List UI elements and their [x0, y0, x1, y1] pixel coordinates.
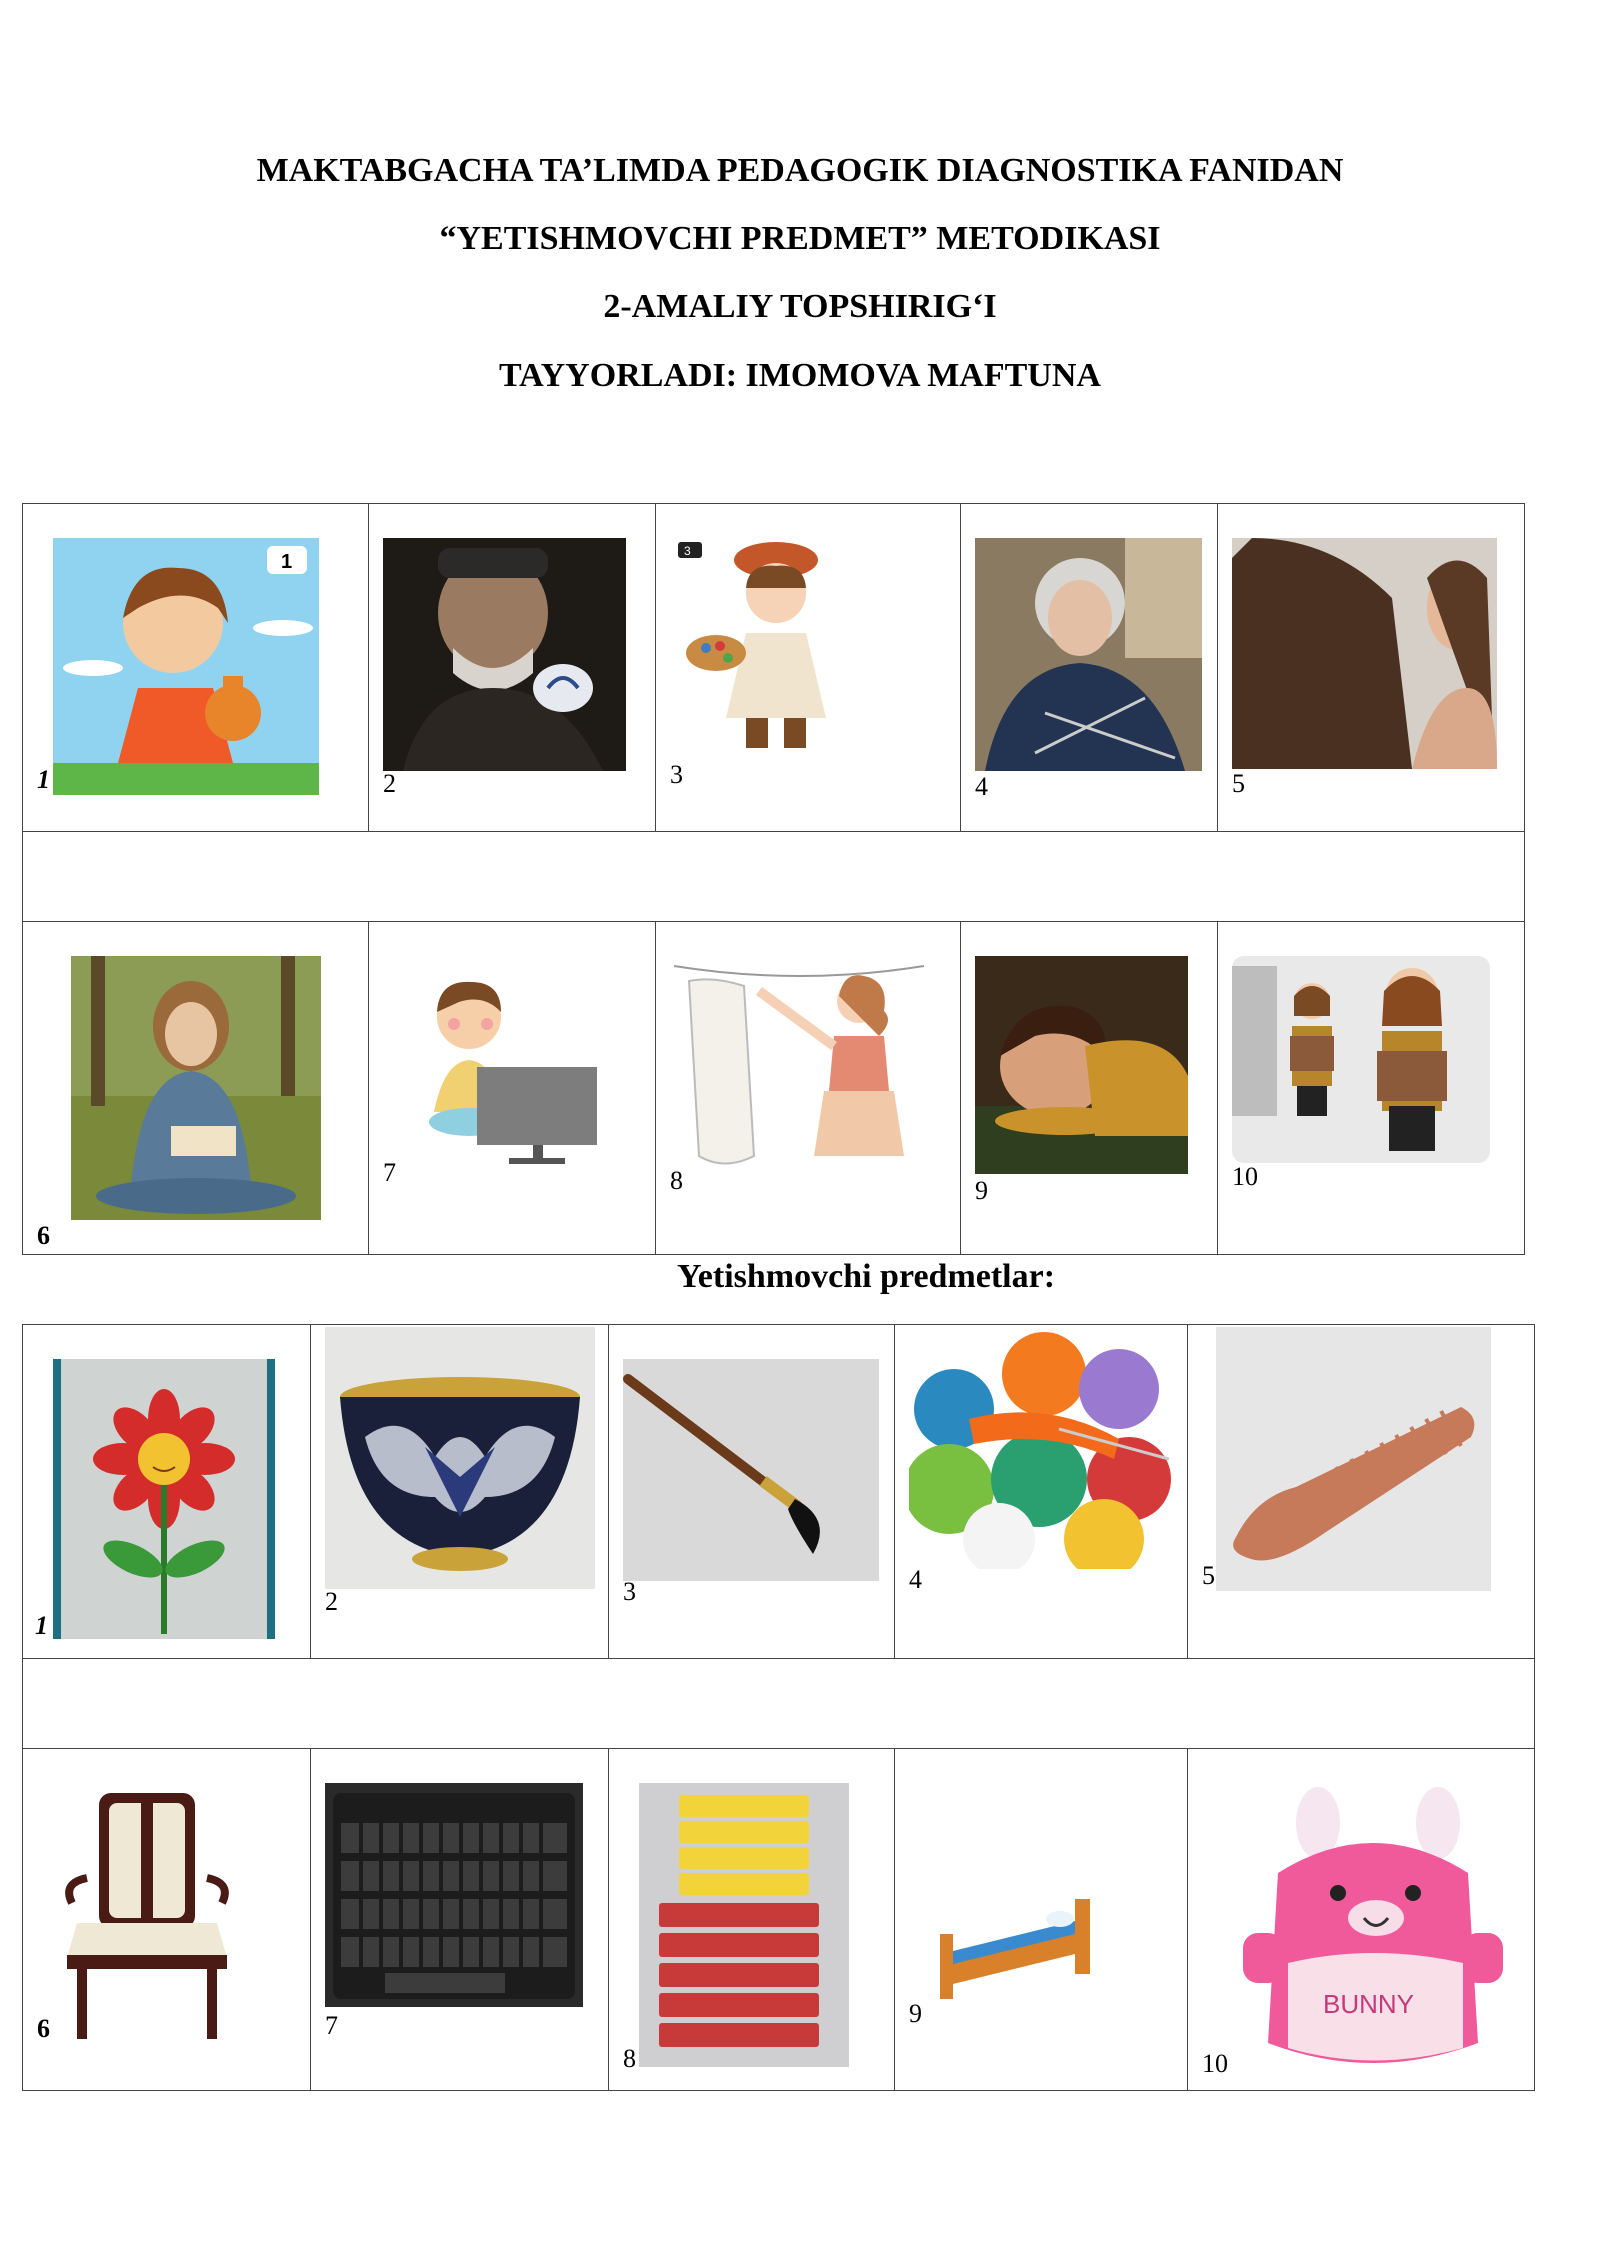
object-cell-5	[1188, 1325, 1535, 1659]
person-number-9: 9	[975, 1176, 988, 1205]
object-cell-6	[23, 1749, 311, 2091]
object-cell-8	[609, 1749, 895, 2091]
object-number-2: 2	[325, 1587, 338, 1616]
person-cell-3	[656, 504, 961, 832]
woman-hanging-laundry-image	[674, 956, 924, 1186]
person-number-2: 2	[383, 769, 396, 798]
person-cell-8	[656, 922, 961, 1255]
object-cell-2	[311, 1325, 609, 1659]
flower-image	[53, 1359, 275, 1639]
title-line-3: 2-AMALIY TOPSHIRIG‘I	[603, 288, 997, 325]
person-number-5: 5	[1232, 769, 1245, 798]
object-cell-10	[1188, 1749, 1535, 2091]
decorated-bowl-image	[325, 1327, 595, 1589]
chair-image	[57, 1783, 237, 2045]
title-line-1: MAKTABGACHA TA’LIMDA PEDAGOGIK DIAGNOSTIKA FANIDAN	[256, 152, 1344, 189]
objects-table	[22, 1324, 1535, 2091]
person-number-1: 1	[37, 765, 50, 794]
object-number-4: 4	[909, 1565, 922, 1594]
comb-image	[1216, 1327, 1491, 1591]
women-carrying-books-image	[1232, 956, 1490, 1163]
person-number-10: 10	[1232, 1162, 1258, 1191]
title-line-2: “YETISHMOVCHI PREDMET” METODIKASI	[439, 220, 1161, 257]
object-number-9: 9	[909, 1999, 922, 2028]
person-cell-9	[961, 922, 1218, 1255]
object-cell-1	[23, 1325, 311, 1659]
person-cell-2	[369, 504, 656, 832]
paint-brush-image	[623, 1359, 879, 1581]
backpack-label: BUNNY	[1323, 1989, 1415, 2019]
boy-at-computer-image	[409, 972, 609, 1172]
object-cell-3	[609, 1325, 895, 1659]
old-man-with-teapot-image	[383, 538, 626, 771]
girl-touching-hair-image	[1232, 538, 1497, 769]
yarn-balls-image	[909, 1329, 1171, 1569]
keyboard-image	[325, 1783, 583, 2007]
object-number-1: 1	[35, 1611, 48, 1640]
clothespins-image	[639, 1783, 849, 2067]
person-cell-1	[23, 504, 369, 832]
badge-3: 3	[684, 544, 691, 558]
object-number-10: 10	[1202, 2049, 1228, 2078]
girl-with-jug-image	[53, 538, 319, 795]
person-cell-4	[961, 504, 1218, 832]
object-cell-9	[895, 1749, 1188, 2091]
bunny-backpack-image	[1238, 1783, 1508, 2083]
person-number-4: 4	[975, 772, 988, 801]
person-cell-6	[23, 922, 369, 1255]
child-sleeping-on-grass-image	[975, 956, 1188, 1174]
person-cell-10	[1218, 922, 1525, 1255]
person-cell-7	[369, 922, 656, 1255]
missing-objects-heading: Yetishmovchi predmetlar:	[677, 1258, 1056, 1295]
person-number-3: 3	[670, 760, 683, 789]
object-number-5: 5	[1202, 1561, 1215, 1590]
people-table	[22, 503, 1525, 1255]
object-number-3: 3	[623, 1577, 636, 1606]
people-empty-row	[23, 832, 1525, 922]
object-number-6: 6	[37, 2014, 50, 2043]
old-woman-knitting-image	[975, 538, 1202, 771]
girl-with-paint-palette-image	[676, 538, 876, 758]
object-number-7: 7	[325, 2011, 338, 2040]
bed-image	[935, 1889, 1095, 2001]
person-cell-5	[1218, 504, 1525, 832]
objects-empty-row	[23, 1659, 1535, 1749]
badge-1: 1	[281, 551, 293, 573]
person-number-6: 6	[37, 1221, 50, 1250]
title-line-4: TAYYORLADI: IMOMOVA MAFTUNA	[499, 357, 1101, 394]
person-number-8: 8	[670, 1166, 683, 1195]
girl-reading-book-image	[71, 956, 321, 1220]
object-number-8: 8	[623, 2044, 636, 2073]
object-cell-4	[895, 1325, 1188, 1659]
person-number-7: 7	[383, 1158, 396, 1187]
object-cell-7	[311, 1749, 609, 2091]
